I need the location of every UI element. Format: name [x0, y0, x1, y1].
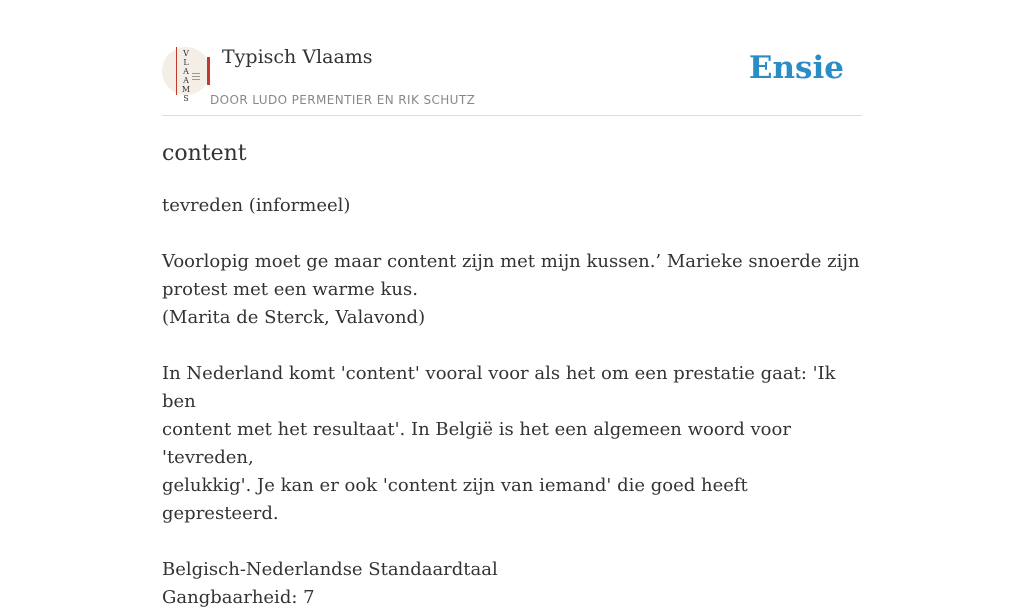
ensie-logo-link[interactable]: Ensie — [748, 50, 844, 86]
cover-letters: V L A A M S — [181, 49, 191, 103]
entry-body — [162, 192, 862, 612]
paragraph-spacer — [162, 332, 862, 360]
note-line: gelukkig'. Je kan er ook 'content zijn van iemand' die goed heeft gepresteerd. — [162, 475, 748, 524]
entry-title: content — [162, 141, 247, 166]
book-authors: DOOR LUDO PERMENTIER EN RIK SCHUTZ — [210, 93, 476, 107]
paragraph-spacer — [162, 528, 862, 556]
language-register: Belgisch-Nederlandse Standaardtaal — [162, 559, 498, 580]
note-line: content met het resultaat'. In België is het een algemeen woord voor 'tevreden, — [162, 419, 791, 468]
quote-source: (Marita de Sterck, Valavond) — [162, 307, 426, 328]
quote-line: Voorlopig moet ge maar content zijn met mijn kussen.’ Marieke snoerde zijn — [162, 251, 860, 272]
book-title-link[interactable]: Typisch Vlaams — [222, 46, 373, 68]
cover-text-line — [192, 73, 200, 74]
book-cover-avatar[interactable] — [162, 47, 210, 103]
cover-text-line — [192, 76, 200, 77]
cover-text-line — [192, 79, 200, 80]
entry-definition: tevreden (informeel) — [162, 195, 351, 216]
entry-content — [162, 138, 862, 612]
note-line: In Nederland komt 'content' vooral voor als het om een prestatie gaat: 'Ik ben — [162, 363, 836, 412]
paragraph-spacer — [162, 220, 862, 248]
book-header — [162, 40, 862, 116]
cover-red-edge — [207, 57, 210, 85]
cover-spine-line — [176, 47, 177, 95]
language-register-extra: Gangbaarheid: 7 — [162, 587, 315, 608]
quote-line: protest met een warme kus. — [162, 279, 418, 300]
